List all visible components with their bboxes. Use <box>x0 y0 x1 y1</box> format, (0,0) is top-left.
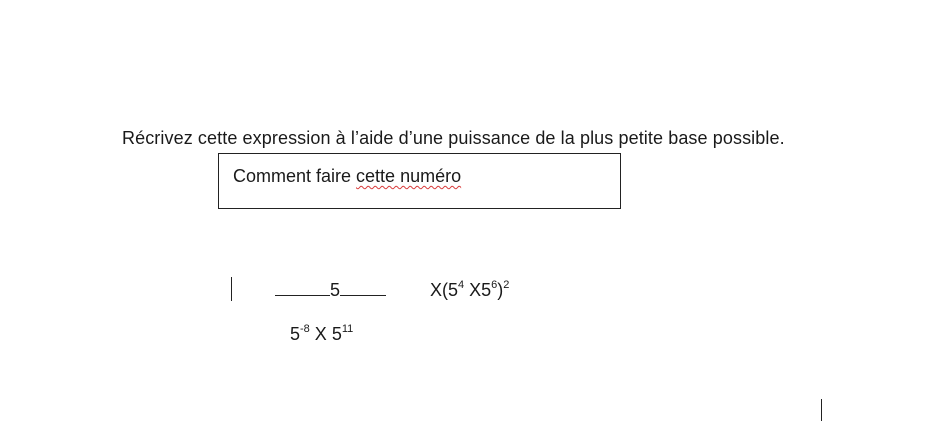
fraction-numerator <box>275 280 386 301</box>
comment-text-box[interactable] <box>218 153 621 209</box>
factor-base-1: 5 <box>448 280 459 300</box>
text-cursor-end <box>821 399 822 421</box>
factor-base-2: 5 <box>481 280 492 300</box>
factor-exponent-1: 4 <box>458 279 465 291</box>
comment-lead: Comment faire <box>233 166 357 186</box>
denominator-exponent-1: -8 <box>300 323 310 335</box>
fraction-rule-right <box>340 294 386 296</box>
factor-outer-exponent: 2 <box>503 279 510 291</box>
comment-text <box>233 166 461 187</box>
fraction-rule-left <box>275 294 330 296</box>
factor-close-paren: ) <box>497 280 504 300</box>
spellcheck-flagged-text: cette numéro <box>356 166 462 186</box>
denominator-operator: X <box>309 324 332 344</box>
power-factor <box>430 280 509 301</box>
factor-operator: X <box>464 280 482 300</box>
factor-prefix: X( <box>430 280 448 300</box>
text-cursor <box>231 277 232 301</box>
denominator-base-2: 5 <box>331 324 342 344</box>
denominator-base-1: 5 <box>290 324 301 344</box>
instruction-text: Récrivez cette expression à l’aide d’une puissance de la plus petite base possible. <box>122 128 785 148</box>
factor-exponent-2: 6 <box>491 279 498 291</box>
fraction-denominator <box>290 324 353 345</box>
denominator-exponent-2: 11 <box>341 323 354 335</box>
numerator-value: 5 <box>330 280 341 300</box>
